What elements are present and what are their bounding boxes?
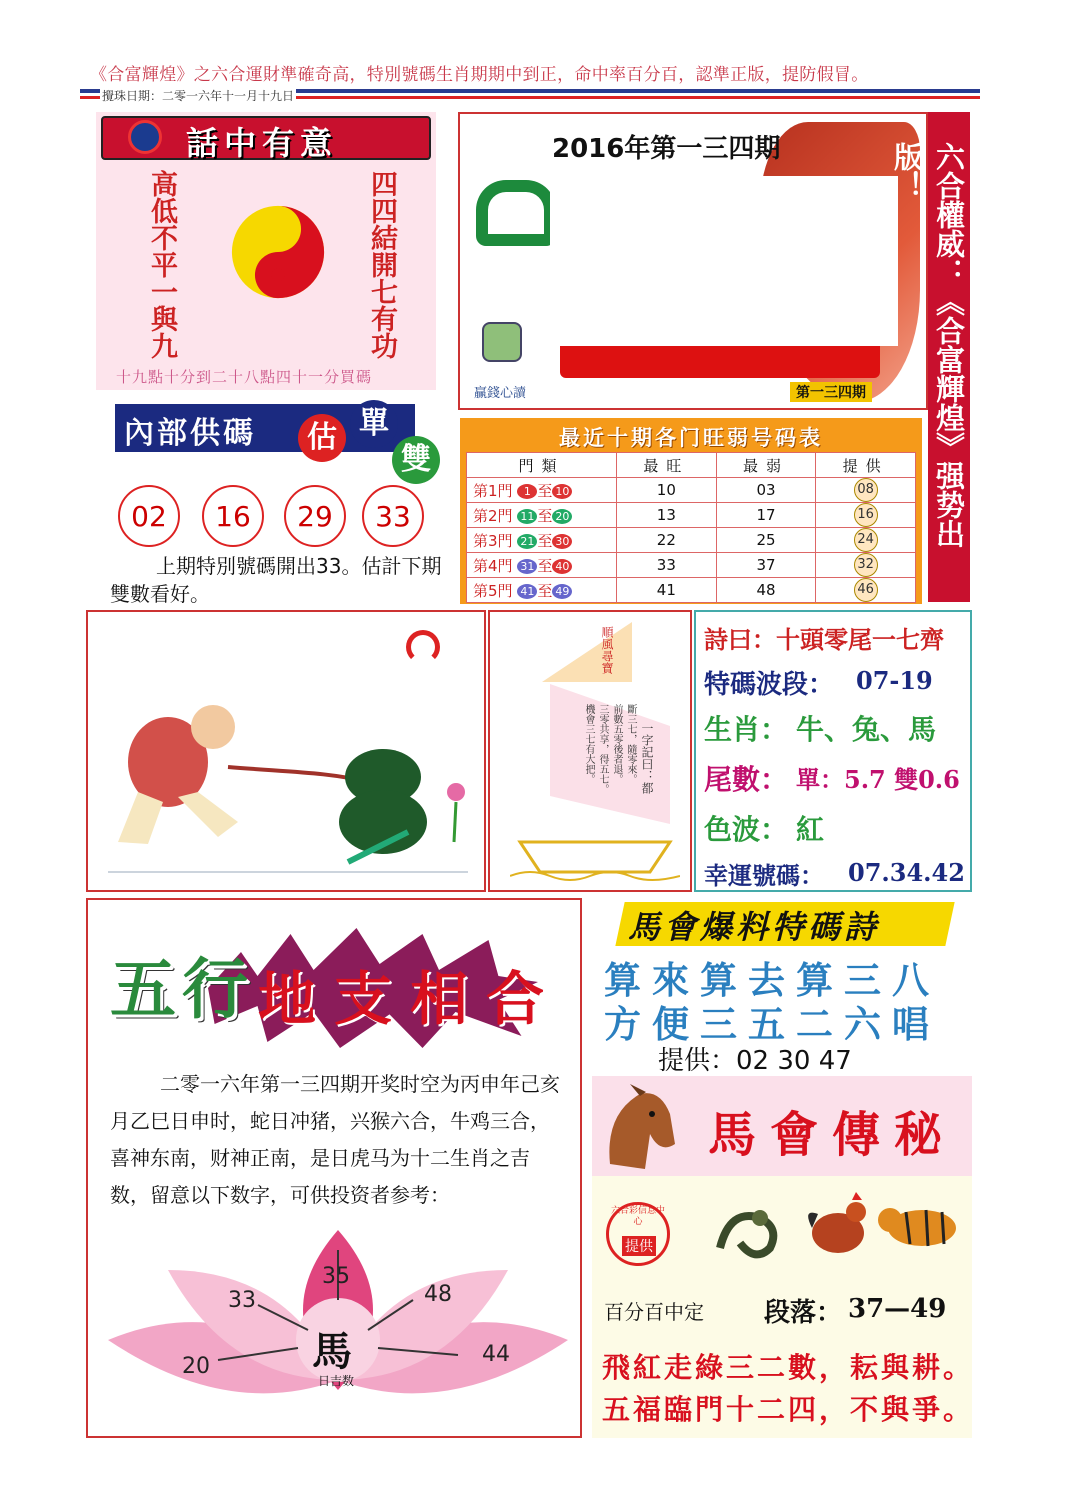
tail-value: 單：5.7 雙0.6 xyxy=(796,765,960,794)
gate-to-label: 至 xyxy=(537,556,553,575)
code-ball-1: 02 xyxy=(118,485,180,547)
masthead-cover-block xyxy=(550,176,898,346)
gate-to-badge: 40 xyxy=(552,559,572,574)
money-hand-icon xyxy=(482,322,522,362)
zone-row xyxy=(467,478,916,503)
zone-table-panel xyxy=(460,418,922,604)
zone-min-cell: 25 xyxy=(716,528,816,553)
zone-max-cell: 22 xyxy=(617,528,717,553)
lotus-center-sub: 日吉数 xyxy=(318,1374,355,1388)
zone-row xyxy=(467,528,916,553)
horse-head-icon xyxy=(600,1084,680,1174)
gate-to-label: 至 xyxy=(537,481,553,500)
poem-line: 詩曰：十頭零尾一七齊 xyxy=(704,625,944,654)
zone-min-cell: 03 xyxy=(716,478,816,503)
secret-line-2: 五福臨門十二四，不與爭。 xyxy=(602,1393,975,1426)
gate-to-label: 至 xyxy=(537,581,553,600)
tail-label: 尾數： xyxy=(704,763,789,796)
range-value: 37—49 xyxy=(848,1294,947,1324)
petal-number-top: 35 xyxy=(322,1264,350,1289)
horse-poem-line-1: 算來算去算三八 xyxy=(604,958,940,1002)
wave-label: 特碼波段： xyxy=(704,670,835,700)
gate-to-badge: 49 xyxy=(552,584,572,599)
range-label: 段落： xyxy=(764,1298,843,1328)
internal-code-note: 上期特別號碼開出33。估計下期雙數看好。 xyxy=(110,554,442,606)
saying-title: 話中有意 xyxy=(186,124,339,162)
gate-from-badge: 41 xyxy=(517,584,537,599)
zone-max-cell: 33 xyxy=(617,553,717,578)
sail-text-5: 機會三七有大把。 xyxy=(583,704,594,784)
gate-to-badge: 10 xyxy=(552,484,572,499)
sail-flag xyxy=(542,622,632,682)
zone-row xyxy=(467,503,916,528)
code-ball-2: 16 xyxy=(202,485,264,547)
zone-max-cell: 10 xyxy=(617,478,717,503)
tiger-icon xyxy=(876,1192,966,1268)
color-value: 紅 xyxy=(796,813,825,846)
code-ball-4: 33 xyxy=(362,485,424,547)
zone-gate-cell xyxy=(467,528,617,553)
zone-max-cell: 13 xyxy=(617,503,717,528)
zone-row xyxy=(467,553,916,578)
masthead-green-glyph xyxy=(476,180,556,246)
gate-from-badge: 11 xyxy=(517,509,537,524)
petal-number-left: 20 xyxy=(182,1354,210,1379)
petal-number-upper-left: 33 xyxy=(228,1288,256,1313)
poem-box xyxy=(694,610,972,892)
wave-value: 07-19 xyxy=(856,666,933,695)
sail-text-1: 一字記曰：都 xyxy=(640,722,654,794)
gate-label: 第4門 xyxy=(473,556,513,575)
gate-label: 第2門 xyxy=(473,506,513,525)
horse-poem-title: 馬會爆料特碼詩 xyxy=(628,908,881,946)
gate-from-badge: 31 xyxy=(517,559,537,574)
gate-label: 第3門 xyxy=(473,531,513,550)
saying-left-column: 高低不平一與九 xyxy=(146,170,177,359)
gate-label: 第5門 xyxy=(473,581,513,600)
horse-secret-title: 馬會傳秘 xyxy=(708,1107,957,1163)
code-ball-3: 29 xyxy=(284,485,346,547)
zone-give-cell xyxy=(816,478,916,503)
masthead-sub-issue: 第一三四期 xyxy=(790,382,872,402)
buy-time-text: 十九點十分到二十八點四十一分買碼 xyxy=(116,368,373,386)
stamp-ring-text: 六合彩信息中心 xyxy=(610,1206,665,1227)
five-elements-body: 二零一六年第一三四期开奖时空为丙申年己亥月乙巳日申时，蛇日冲猪，兴猴六合，牛鸡三合，喜神东南，财神正南，是日虎马为十二生肖之吉数，留意以下数字，可供投资者参考： xyxy=(110,1072,560,1207)
give-number: 16 xyxy=(854,503,878,527)
zone-min-cell: 17 xyxy=(716,503,816,528)
sure-text: 百分百中定 xyxy=(604,1300,704,1324)
zone-give-cell xyxy=(816,553,916,578)
zone-gate-cell xyxy=(467,503,617,528)
five-elements-title-a: 五行 xyxy=(110,950,254,1028)
color-label: 色波： xyxy=(704,813,789,846)
yin-yang-icon xyxy=(230,204,326,300)
zodiac-label: 生肖： xyxy=(704,713,789,746)
sail-panel xyxy=(488,610,692,892)
draw-date: 攪珠日期：二零一六年十一月十九日 xyxy=(102,89,295,103)
header-give: 提供 xyxy=(816,453,916,478)
header-max: 最旺 xyxy=(617,453,717,478)
cartoon-panel xyxy=(86,610,486,892)
logo-badge-icon xyxy=(128,120,162,154)
tag-double: 雙 xyxy=(392,436,440,484)
stamp-center-text: 提供 xyxy=(622,1236,656,1256)
saying-box xyxy=(96,112,436,390)
petal-number-upper-right: 48 xyxy=(424,1282,452,1307)
five-elements-panel xyxy=(86,898,582,1438)
gate-to-badge: 30 xyxy=(552,534,572,549)
masthead-caption: 贏錢心讀 xyxy=(474,386,527,401)
sail-flag-text: 順風尋寶 xyxy=(600,626,614,674)
sail-text-3: 前數五零後者退。 xyxy=(611,704,622,784)
secret-line-1: 飛紅走綠三二數，耘與耕。 xyxy=(602,1351,975,1384)
zone-row xyxy=(467,578,916,603)
zone-table-title: 最近十期各门旺弱号码表 xyxy=(559,426,823,450)
internal-code-title: 內部供碼 xyxy=(124,416,256,451)
masthead-issue: 2016年第一三四期 xyxy=(552,134,781,164)
zone-table xyxy=(466,452,916,603)
lotus-center-zodiac: 馬 xyxy=(312,1328,352,1375)
gate-to-label: 至 xyxy=(537,506,553,525)
sail-text-4: 三零共享，得五七。 xyxy=(597,704,608,794)
horse-secret-panel xyxy=(592,1076,975,1438)
zone-give-cell xyxy=(816,578,916,603)
give-number: 46 xyxy=(854,578,878,602)
lucky-label: 幸運號碼： xyxy=(704,861,824,890)
top-banner: 《合富輝煌》之六合運財準確奇高，特別號碼生肖期期中到正，命中率百分百，認準正版，提防假冒。 xyxy=(90,65,869,85)
saying-right-column: 四四結開七有功 xyxy=(366,170,397,359)
lucky-value: 07.34.42 xyxy=(848,858,965,887)
give-number: 08 xyxy=(854,478,878,502)
tag-single: 單 xyxy=(350,400,398,448)
man-pulling-watermelons-illustration xyxy=(108,672,468,882)
rooster-icon xyxy=(798,1188,878,1268)
header-gate: 門類 xyxy=(467,453,617,478)
masthead xyxy=(458,112,928,410)
zone-min-cell: 48 xyxy=(716,578,816,603)
gate-from-badge: 21 xyxy=(517,534,537,549)
zone-gate-cell xyxy=(467,478,617,503)
give-number: 24 xyxy=(854,528,878,552)
petal-number-right: 44 xyxy=(482,1342,510,1367)
horse-poem-line-2: 方便三五二六唱 xyxy=(604,1002,940,1046)
zone-min-cell: 37 xyxy=(716,553,816,578)
zodiac-value: 牛、兔、馬 xyxy=(796,713,937,746)
tag-guess: 估 xyxy=(298,414,346,462)
gate-to-badge: 20 xyxy=(552,509,572,524)
zone-give-cell xyxy=(816,503,916,528)
horse-poem-provide: 提供：02 30 47 xyxy=(658,1046,852,1076)
gate-label: 第1門 xyxy=(473,481,513,500)
gate-to-label: 至 xyxy=(537,531,553,550)
sail-text-2: 斷三七，隨零來。 xyxy=(625,704,636,784)
rainbow-logo-icon xyxy=(406,630,440,664)
five-elements-title-b: 地支相合 xyxy=(258,965,563,1033)
gate-from-badge: 1 xyxy=(517,484,537,499)
boat-icon xyxy=(510,812,680,882)
zone-give-cell xyxy=(816,528,916,553)
dragon-icon xyxy=(710,1188,790,1268)
zone-table-header xyxy=(467,453,916,478)
zone-gate-cell xyxy=(467,578,617,603)
give-number: 32 xyxy=(854,553,878,577)
side-vertical-slogan: 六合權威：《合富輝煌》强势出版！ xyxy=(928,112,970,602)
zone-max-cell: 41 xyxy=(617,578,717,603)
zone-gate-cell xyxy=(467,553,617,578)
header-min: 最弱 xyxy=(716,453,816,478)
